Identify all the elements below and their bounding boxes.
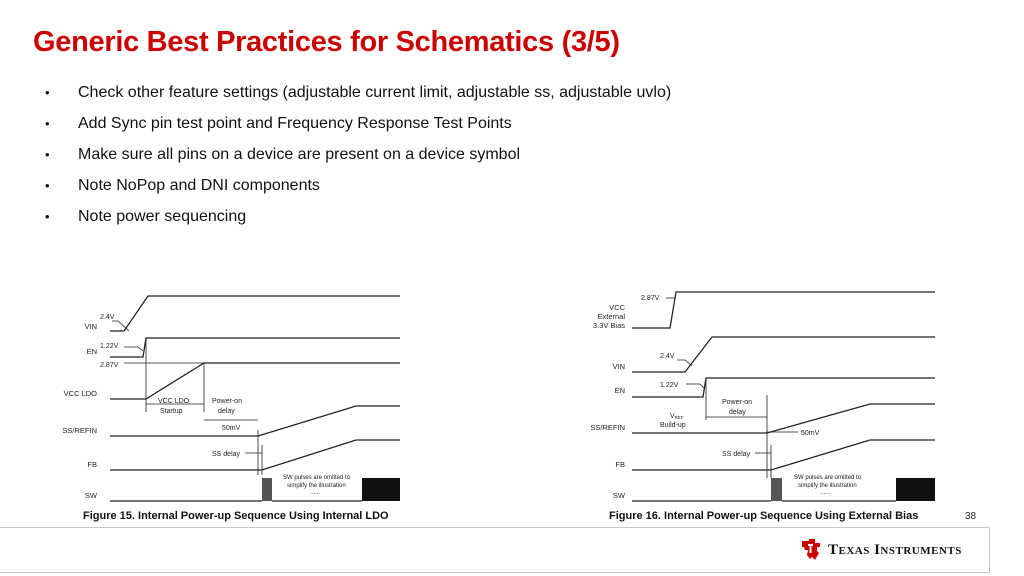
annotation: Power-on (212, 398, 242, 405)
annotation: simplify the illustration (798, 483, 857, 489)
signal-label: SW (84, 491, 97, 500)
bullet-dot: • (45, 116, 50, 131)
figure-16-caption: Figure 16. Internal Power-up Sequence Using External Bias (609, 510, 919, 522)
signal-label: FB (87, 460, 97, 469)
annotation: SS delay (212, 451, 241, 458)
bullet-text: Check other feature settings (adjustable current limit, adjustable ss, adjustable uvlo) (78, 84, 672, 101)
threshold-label: 2.4V (660, 353, 675, 360)
annotation: Power-on (722, 399, 752, 406)
bullet-dot: • (45, 85, 50, 100)
signal-label: VIN (84, 322, 97, 331)
annotation: Build-up (660, 422, 686, 429)
sw-pulse-block (896, 478, 935, 501)
annotation: simplify the illustration (287, 483, 346, 489)
signal-label: SW (612, 491, 625, 500)
annotation: VCC LDO (158, 398, 190, 405)
ti-logo-text: Texas Instruments (828, 541, 962, 558)
waveform-vin (632, 337, 935, 372)
annotation: 50mV (801, 430, 820, 437)
threshold-label: 2.87V (100, 362, 119, 369)
ti-logo (800, 536, 962, 564)
annotation: Startup (160, 408, 183, 415)
annotation: ...... (820, 490, 831, 496)
threshold-label: 1.22V (100, 343, 119, 350)
annotation: delay (218, 408, 235, 415)
signal-label: EN (86, 347, 97, 356)
waveform-fb (632, 440, 935, 470)
bullet-dot: • (45, 178, 50, 193)
bullet-text: Note NoPop and DNI components (78, 177, 320, 194)
figure-15-caption: Figure 15. Internal Power-up Sequence Using Internal LDO (83, 510, 389, 522)
annotation: 50mV (222, 425, 241, 432)
bullet-dot: • (45, 147, 50, 162)
annotation: SW pulses are omitted to (794, 475, 862, 481)
bullet-text: Add Sync pin test point and Frequency Response Test Points (78, 115, 512, 132)
ti-logo-icon (800, 538, 822, 562)
signal-label: 3.3V Bias (592, 321, 625, 330)
sw-pulse-burst (771, 478, 782, 501)
signal-label: EN (614, 386, 625, 395)
slide-title: Generic Best Practices for Schematics (3/5) (33, 26, 620, 58)
bullet-text: Note power sequencing (78, 208, 247, 225)
signal-label: VCC (609, 303, 625, 312)
annotation: VREF (670, 413, 684, 420)
annotation: SS delay (722, 451, 751, 458)
annotation: SW pulses are omitted to (283, 475, 351, 481)
signal-label: SS/REFIN (62, 426, 97, 435)
bullet-text: Make sure all pins on a device are present on a device symbol (78, 146, 521, 163)
threshold-label: 1.22V (660, 382, 679, 389)
signal-label: VCC LDO (63, 389, 97, 398)
signal-label: External (597, 312, 625, 321)
threshold-label: 2.4V (100, 314, 115, 321)
annotation: delay (729, 409, 746, 416)
signal-label: FB (615, 460, 625, 469)
waveform-vcc (632, 292, 935, 328)
page-number: 38 (965, 511, 977, 522)
threshold-label: 2.87V (641, 295, 660, 302)
signal-label: VIN (612, 362, 625, 371)
signal-label: SS/REFIN (590, 423, 625, 432)
annotation: ...... (310, 490, 321, 496)
bullet-dot: • (45, 209, 50, 224)
